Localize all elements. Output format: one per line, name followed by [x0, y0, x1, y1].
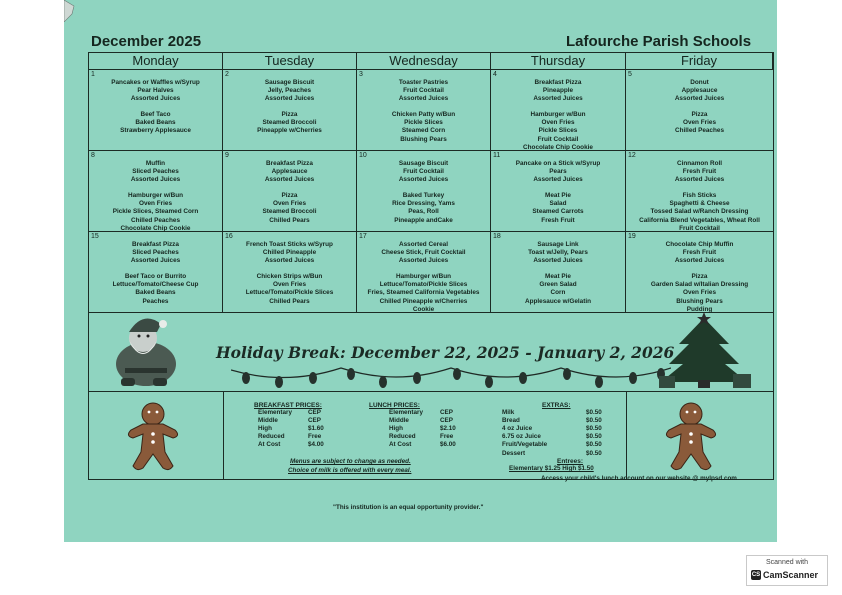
- santa-icon: [103, 314, 189, 390]
- breakfast-menu: [223, 70, 356, 103]
- menu-item: California Blend Vegetables, Wheat Roll: [639, 216, 760, 224]
- menu-item: Assorted Juices: [398, 176, 449, 184]
- breakfast-price-label: Elementary: [258, 409, 292, 416]
- menu-item: Pudding: [686, 305, 713, 312]
- menu-item: Oven Fries: [682, 289, 717, 297]
- menu-item: Lettuce/Tomato/Pickle Slices: [379, 281, 468, 289]
- day-number: 3: [359, 71, 363, 78]
- breakfast-menu: [491, 151, 625, 184]
- menu-item: Blushing Pears: [676, 297, 723, 305]
- extra-price-label: 4 oz Juice: [502, 425, 533, 433]
- menu-item: Cookie: [412, 305, 435, 312]
- menu-item: Hamburger w/Bun: [395, 273, 452, 281]
- menu-item: Peaches: [142, 297, 169, 305]
- menu-item: Assorted Juices: [674, 257, 725, 265]
- breakfast-menu: [491, 232, 625, 265]
- extra-price-row: [502, 409, 602, 417]
- day-cell-tuesday: [223, 70, 357, 151]
- extra-price-value: $0.50: [586, 425, 602, 433]
- day-cell-friday: [626, 70, 773, 151]
- day-number: 1: [91, 71, 95, 78]
- breakfast-price-row: [258, 417, 321, 425]
- equal-opportunity-note: "This institution is an equal opportunity provider.": [333, 504, 484, 511]
- camscanner-logo-icon: CS: [751, 572, 761, 578]
- menu-item: Steamed Broccoli: [262, 208, 317, 216]
- menu-item: Fruit Cocktail: [679, 224, 720, 232]
- menu-item: Sausage Biscuit: [398, 160, 449, 167]
- extra-price-row: [502, 425, 602, 433]
- lunch-menu: [491, 192, 625, 224]
- menu-item: French Toast Sticks w/Syrup: [246, 241, 333, 248]
- day-cell-friday: [626, 232, 773, 312]
- lunch-menu: [357, 273, 490, 312]
- day-header-monday: Monday: [89, 53, 223, 70]
- menu-item: Chocolate Chip Cookie: [523, 143, 593, 151]
- menu-item: Pizza: [281, 111, 298, 119]
- lunch-price-value: $6.00: [440, 441, 456, 449]
- menu-item: Meat Pie: [545, 273, 571, 281]
- menu-item: Chocolate Chip Muffin: [665, 241, 734, 248]
- holiday-break-text: Holiday Break: December 22, 2025 - January 2, 2026: [216, 343, 675, 362]
- breakfast-menu: [357, 232, 490, 265]
- menu-item: Salad: [549, 200, 567, 208]
- breakfast-menu: [223, 151, 356, 184]
- menu-item: Pear Halves: [137, 87, 174, 95]
- menu-item: Donut: [690, 79, 709, 86]
- day-number: 19: [628, 233, 636, 240]
- menu-item: Applesauce: [681, 87, 718, 95]
- menu-item: Beef Taco or Burrito: [124, 273, 187, 281]
- menu-item: Chilled Pineapple: [262, 249, 317, 257]
- breakfast-price-row: [258, 441, 324, 449]
- extra-price-value: $0.50: [586, 441, 602, 449]
- menu-item: Assorted Juices: [674, 176, 725, 184]
- day-number: 10: [359, 152, 367, 159]
- lunch-menu: [626, 192, 773, 232]
- lunch-menu: [89, 192, 222, 232]
- breakfast-price-value: $1.60: [308, 425, 324, 433]
- menu-item: Oven Fries: [682, 119, 717, 127]
- menu-item: Fruit Cocktail: [537, 135, 579, 143]
- breakfast-menu: [223, 232, 356, 265]
- menu-item: Fresh Fruit: [682, 168, 717, 176]
- lunch-price-label: Reduced: [389, 433, 416, 441]
- day-cell-thursday: [491, 151, 626, 232]
- menu-item: Pickle Slices: [404, 119, 443, 127]
- menu-item: Assorted Juices: [533, 176, 583, 184]
- menu-item: Pancake on a Stick w/Syrup: [515, 160, 601, 167]
- website-note: Access your child's lunch account on our website @ mylpsd.com: [541, 475, 737, 482]
- menu-item: Corn: [550, 289, 566, 297]
- breakfast-menu: [491, 70, 625, 103]
- day-cell-monday: [89, 232, 223, 312]
- menu-item: Breakfast Pizza: [534, 79, 582, 86]
- menu-item: Pizza: [691, 111, 708, 119]
- divider: [223, 392, 224, 479]
- menu-item: Assorted Juices: [264, 95, 315, 103]
- breakfast-price-value: Free: [308, 433, 322, 441]
- day-header-tuesday: Tuesday: [223, 53, 357, 70]
- extra-price-label: Dessert: [502, 449, 526, 457]
- menu-item: Sliced Peaches: [132, 249, 179, 257]
- lunch-menu: [357, 192, 490, 224]
- menu-item: Assorted Juices: [130, 176, 181, 184]
- menu-item: Oven Fries: [272, 281, 307, 289]
- day-header-wednesday: Wednesday: [357, 53, 491, 70]
- lunch-price-value: $2.10: [440, 425, 456, 433]
- lunch-price-value: CEP: [440, 417, 453, 425]
- menu-item: Meat Pie: [545, 192, 571, 200]
- breakfast-prices-title: BREAKFAST PRICES:: [254, 402, 322, 409]
- menu-item: Chilled Pineapple w/Cherries: [379, 297, 468, 305]
- day-cell-wednesday: [357, 70, 491, 151]
- school-name: Lafourche Parish Schools: [566, 33, 752, 50]
- lunch-price-label: Middle: [389, 417, 409, 425]
- lunch-menu: [223, 273, 356, 305]
- breakfast-price-row: [258, 433, 321, 441]
- breakfast-price-value: CEP: [308, 409, 321, 416]
- menu-item: Hamburger w/Bun: [127, 192, 184, 200]
- menu-item: Oven Fries: [138, 200, 173, 208]
- menu-item: Lettuce/Tomato/Cheese Cup: [112, 281, 199, 289]
- day-number: 16: [225, 233, 233, 240]
- menu-item: Beef Taco: [140, 111, 171, 119]
- menu-item: Lettuce/Tomato/Pickle Slices: [245, 289, 334, 297]
- gingerbread-man-icon: [123, 400, 183, 472]
- menu-item: Pizza: [281, 192, 298, 200]
- lunch-price-row: [389, 433, 453, 441]
- day-cell-tuesday: [223, 151, 357, 232]
- scanned-with-label: Scanned with: [765, 559, 809, 566]
- lunch-menu: [89, 111, 222, 135]
- menu-change-note: Menus are subject to change as needed.: [290, 458, 411, 465]
- menu-item: Garden Salad w/Italian Dressing: [650, 281, 749, 289]
- day-cell-thursday: [491, 70, 626, 151]
- lunch-menu: [491, 111, 625, 151]
- menu-item: Assorted Juices: [533, 257, 583, 265]
- menu-item: Assorted Juices: [533, 95, 583, 103]
- day-number: 17: [359, 233, 367, 240]
- gingerbread-man-icon: [661, 400, 721, 472]
- menu-item: Jelly, Peaches: [267, 87, 312, 95]
- day-number: 8: [91, 152, 95, 159]
- extra-price-row: [502, 450, 602, 458]
- extra-price-row: [502, 433, 602, 441]
- breakfast-menu: [626, 70, 773, 103]
- menu-item: Baked Beans: [135, 119, 176, 127]
- lunch-price-row: [389, 417, 453, 425]
- lunch-menu: [491, 273, 625, 305]
- menu-item: Steamed Broccoli: [262, 119, 317, 127]
- menu-item: Pickle Slices: [538, 127, 578, 135]
- lunch-price-row: [389, 425, 456, 433]
- lunch-price-label: At Cost: [389, 441, 412, 449]
- menu-item: Strawberry Applesauce: [120, 127, 191, 135]
- camscanner-badge: [746, 555, 828, 586]
- lunch-price-value: Free: [440, 433, 454, 441]
- menu-item: Baked Beans: [135, 289, 176, 297]
- menu-item: Chilled Peaches: [674, 127, 725, 135]
- menu-item: Sausage Biscuit: [264, 79, 315, 86]
- breakfast-menu: [89, 151, 222, 184]
- menu-item: Assorted Juices: [264, 176, 315, 184]
- breakfast-menu: [357, 70, 490, 103]
- day-number: 4: [493, 71, 497, 78]
- lunch-price-row: [389, 409, 453, 417]
- menu-item: Tossed Salad w/Ranch Dressing: [650, 208, 749, 216]
- breakfast-price-value: CEP: [308, 417, 321, 425]
- breakfast-menu: [357, 151, 490, 184]
- day-cell-wednesday: [357, 151, 491, 232]
- paper-fold-icon: [64, 0, 76, 22]
- extra-price-label: Fruit/Vegetable: [502, 441, 548, 449]
- extras-title: EXTRAS:: [542, 402, 571, 409]
- day-cell-tuesday: [223, 232, 357, 312]
- menu-item: Chilled Pears: [269, 216, 310, 224]
- holiday-lights-icon: [231, 360, 671, 390]
- menu-item: Chicken Patty w/Bun: [391, 111, 456, 119]
- menu-item: Chilled Pears: [269, 297, 310, 305]
- breakfast-price-row: [258, 409, 321, 417]
- lunch-price-label: High: [389, 425, 403, 433]
- menu-item: Cinnamon Roll: [676, 160, 723, 167]
- day-cell-monday: [89, 151, 223, 232]
- menu-month-title: December 2025: [91, 33, 202, 50]
- menu-item: Pineapple w/Cherries: [257, 127, 322, 135]
- menu-item: Chicken Strips w/Bun: [256, 273, 323, 281]
- lunch-menu: [89, 273, 222, 305]
- menu-item: Applesauce w/Gelatin: [524, 297, 592, 305]
- menu-item: Muffin: [145, 160, 166, 167]
- menu-item: Assorted Juices: [398, 95, 449, 103]
- breakfast-menu: [626, 232, 773, 265]
- breakfast-price-label: Reduced: [258, 433, 285, 441]
- menu-item: Steamed Corn: [401, 127, 446, 135]
- menu-item: Fresh Fruit: [682, 249, 717, 257]
- menu-item: Oven Fries: [272, 200, 307, 208]
- menu-item: Sausage Link: [537, 241, 579, 248]
- lunch-menu: [223, 192, 356, 224]
- milk-choice-note: Choice of milk is offered with every meal.: [288, 467, 412, 474]
- menu-item: Pineapple: [542, 87, 574, 95]
- breakfast-price-row: [258, 425, 324, 433]
- menu-item: Breakfast Pizza: [266, 160, 313, 167]
- lunch-menu: [626, 273, 773, 312]
- extra-price-label: 6.75 oz Juice: [502, 433, 541, 441]
- extra-price-row: [502, 441, 602, 449]
- day-number: 2: [225, 71, 229, 78]
- menu-item: Assorted Juices: [674, 95, 725, 103]
- day-number: 11: [493, 152, 501, 159]
- menu-item: Spaghetti & Cheese: [669, 200, 730, 208]
- menu-item: Assorted Juices: [130, 257, 181, 265]
- day-number: 9: [225, 152, 229, 159]
- menu-item: Hamburger w/Bun: [530, 111, 586, 119]
- menu-item: Cheese Stick, Fruit Cocktail: [381, 249, 466, 257]
- breakfast-price-value: $4.00: [308, 441, 324, 449]
- breakfast-price-label: Middle: [258, 417, 278, 425]
- entrees-prices: Elementary $1.25 High $1.50: [509, 465, 594, 472]
- day-number: 15: [91, 233, 99, 240]
- lunch-prices-title: LUNCH PRICES:: [369, 402, 420, 409]
- menu-item: Assorted Cereal: [398, 241, 449, 248]
- breakfast-menu: [626, 151, 773, 184]
- menu-item: Fresh Fruit: [541, 216, 575, 224]
- menu-item: Green Salad: [539, 281, 577, 289]
- menu-item: Toaster Pastries: [398, 79, 449, 86]
- day-number: 5: [628, 71, 632, 78]
- menu-item: Peas, Roll: [408, 208, 439, 216]
- menu-item: Pizza: [691, 273, 708, 281]
- breakfast-menu: [89, 70, 222, 103]
- menu-item: Fries, Steamed California Vegetables: [367, 289, 480, 297]
- camscanner-label: CamScanner: [763, 570, 819, 580]
- menu-item: Pineapple andCake: [394, 216, 453, 224]
- entrees-title: Entrees:: [557, 458, 584, 465]
- lunch-menu: [223, 111, 356, 135]
- day-header-friday: Friday: [626, 53, 773, 70]
- lunch-menu: [626, 111, 773, 135]
- menu-item: Assorted Juices: [130, 95, 181, 103]
- menu-item: Steamed Carrots: [532, 208, 584, 216]
- extra-price-label: Bread: [502, 417, 520, 425]
- menu-calendar-grid: [88, 52, 774, 313]
- menu-item: Fish Sticks: [682, 192, 717, 200]
- breakfast-menu: [89, 232, 222, 265]
- menu-item: Pears: [549, 168, 567, 176]
- menu-item: Chocolate Chip Cookie: [120, 224, 191, 232]
- menu-item: Rice Dressing, Yams: [392, 200, 455, 208]
- menu-item: Sliced Peaches: [132, 168, 179, 176]
- day-cell-wednesday: [357, 232, 491, 312]
- day-number: 18: [493, 233, 501, 240]
- extra-price-row: [502, 417, 602, 425]
- menu-item: Chilled Peaches: [130, 216, 181, 224]
- day-cell-friday: [626, 151, 773, 232]
- menu-item: Assorted Juices: [264, 257, 315, 265]
- extra-price-value: $0.50: [586, 417, 602, 425]
- divider: [626, 392, 627, 479]
- day-cell-monday: [89, 70, 223, 151]
- extra-price-label: Milk: [502, 409, 515, 416]
- menu-item: Oven Fries: [541, 119, 575, 127]
- lunch-menu: [357, 111, 490, 143]
- day-header-thursday: Thursday: [491, 53, 626, 70]
- breakfast-price-label: At Cost: [258, 441, 281, 449]
- menu-item: Pancakes or Waffles w/Syrup: [111, 79, 200, 86]
- day-number: 12: [628, 152, 636, 159]
- lunch-price-value: CEP: [440, 409, 453, 416]
- menu-item: Baked Turkey: [402, 192, 445, 200]
- lunch-price-row: [389, 441, 456, 449]
- menu-item: Fruit Cocktail: [403, 168, 444, 176]
- menu-item: Assorted Juices: [398, 257, 449, 265]
- breakfast-price-label: High: [258, 425, 272, 433]
- menu-item: Toast w/Jelly, Pears: [528, 249, 588, 257]
- menu-item: Fruit Cocktail: [403, 87, 444, 95]
- lunch-price-label: Elementary: [389, 409, 423, 416]
- menu-item: Pickle Slices, Steamed Corn: [112, 208, 199, 216]
- extra-price-value: $0.50: [586, 449, 602, 457]
- menu-item: Blushing Pears: [400, 135, 447, 143]
- menu-item: Breakfast Pizza: [132, 241, 179, 248]
- day-cell-thursday: [491, 232, 626, 312]
- extra-price-value: $0.50: [586, 409, 602, 416]
- extra-price-value: $0.50: [586, 433, 602, 441]
- menu-item: Applesauce: [271, 168, 308, 176]
